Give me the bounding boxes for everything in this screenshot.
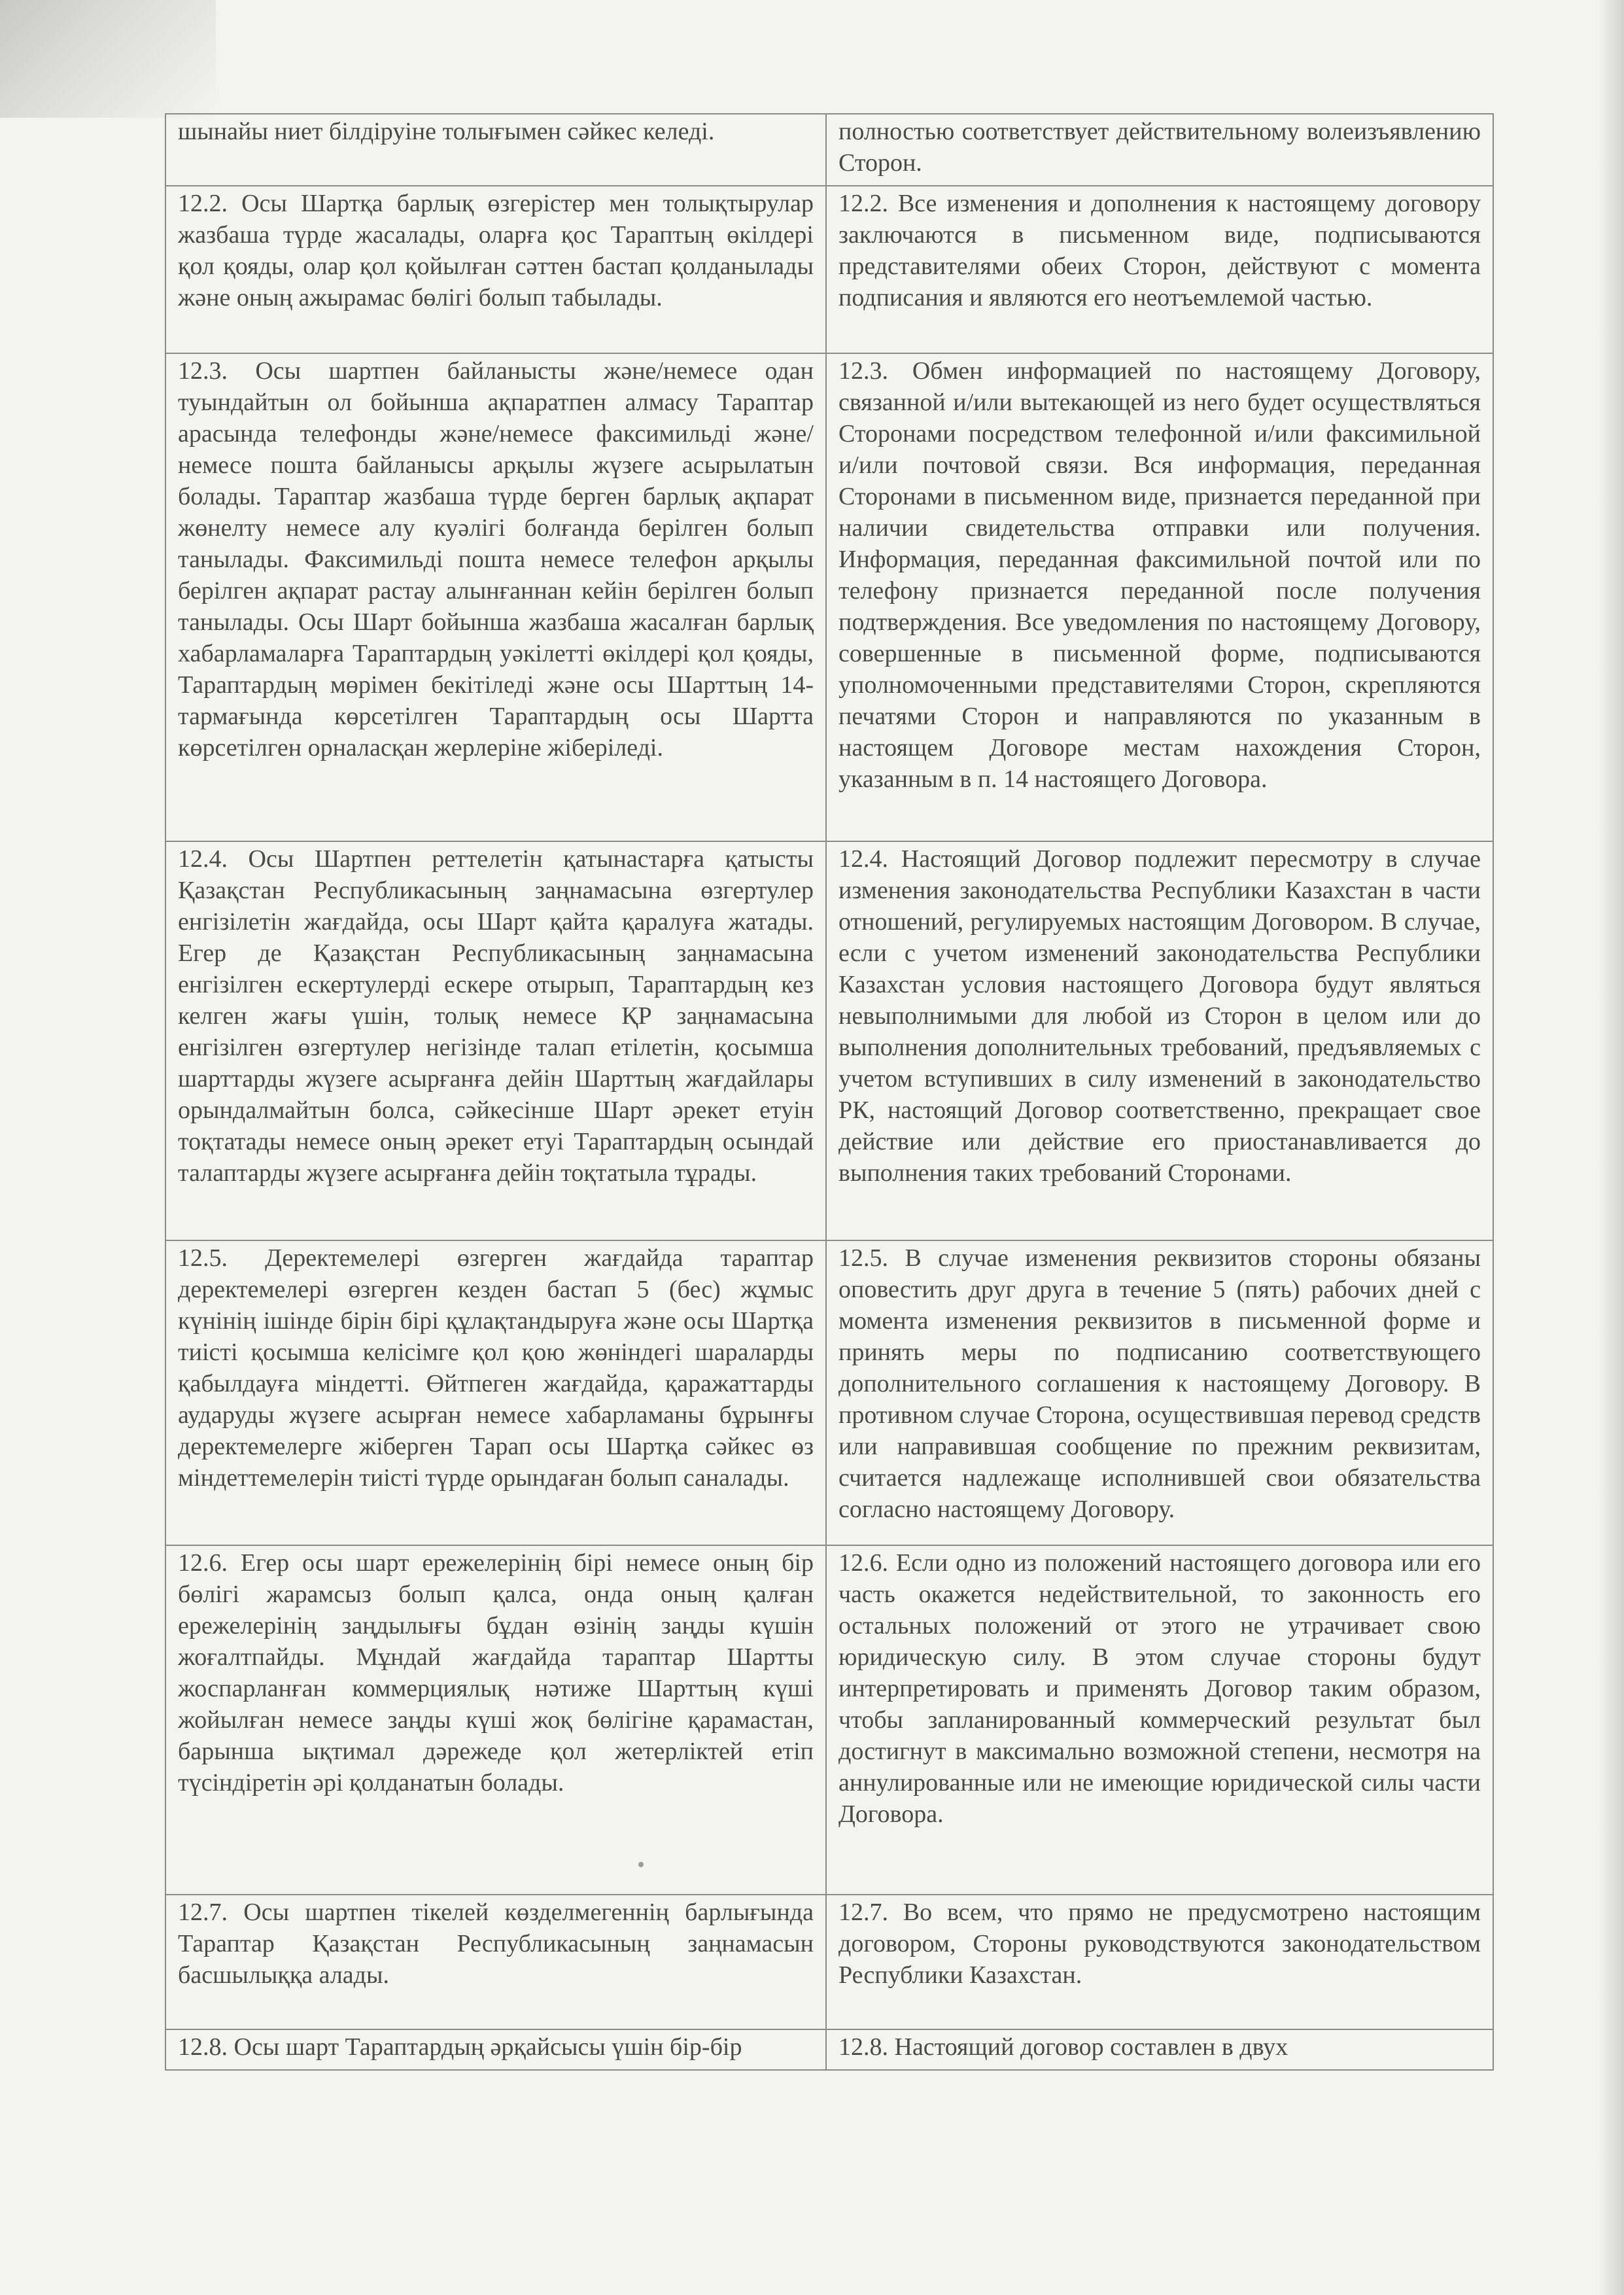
russian-text: полностью соответствует действительному волеизъявлению Сторон. — [826, 114, 1493, 186]
russian-text: 12.6. Если одно из положений настоящего договора или его часть окажется недействительной, то законность его остальных положений от этого не утрачивает свою юридическую силу. В этом случае стороны будут интерпретировать и применять Договор таким образом, чтобы запланированный коммерческий результат был достигнут в максимально возможной степени, несмотря на аннулированные или не имеющие юридической силы части Договора. — [826, 1545, 1493, 1895]
kazakh-text: 12.7. Осы шартпен тікелей көзделмегеннің барлығында Тараптар Қазақстан Республикасының заңнамасын басшылыққа алады. — [165, 1895, 826, 2029]
contract-row-12-6 — [165, 1545, 1493, 1895]
russian-text: 12.7. Во всем, что прямо не предусмотрено настоящим договором, Стороны руководствуются законодательством Республики Казахстан. — [826, 1895, 1493, 2029]
kazakh-text: 12.6. Егер осы шарт ережелерінің бірі немесе оның бір бөлігі жарамсыз болып қалса, онда оның қалған ережелерінің заңдылығы бұдан өзінің заңды күшін жоғалтпайды. Мұндай жағдайда тараптар Шартты жоспарланған коммерциялық нәтиже Шарттың күші жойылған немесе заңды күші жоқ бөлігіне қарамастан, барынша ықтимал дәрежеде қол жетерліктей етіп түсіндіретін әрі қолданатын болады. — [165, 1545, 826, 1895]
kazakh-text: 12.3. Осы шартпен байланысты және/немесе одан туындайтын ол бойынша ақпаратпен алмасу Тараптар арасында телефонды және/немесе факсимильді және/немесе пошта байланысы арқылы жүзеге асырылатын болады. Тараптар жазбаша түрде берген барлық ақпарат жөнелту немесе алу куәлігі болғанда берілген болып танылады. Факсимильді пошта немесе телефон арқылы берілген ақпарат растау алынғаннан кейін берілген болып танылады. Осы Шарт бойынша жазбаша жасалған барлық хабарламаларға Тараптардың уәкілетті өкілдері қол қояды, Тараптардың мөрімен бекітіледі және осы Шарттың 14-тармағында көрсетілген Тараптардың осы Шартта көрсетілген орналасқан жерлеріне жіберіледі. — [165, 353, 826, 841]
russian-text: 12.5. В случае изменения реквизитов стороны обязаны оповестить друг друга в течение 5 (пять) рабочих дней с момента изменения реквизитов в письменной форме и принять меры по подписанию соответствующего дополнительного соглашения к настоящему Договору. В противном случае Сторона, осуществившая перевод средств или направившая сообщение по прежним реквизитам, считается надлежаще исполнившей свои обязательства согласно настоящему Договору. — [826, 1240, 1493, 1545]
contract-row-12-4 — [165, 841, 1493, 1240]
contract-row-12-3 — [165, 353, 1493, 841]
kazakh-text: 12.2. Осы Шартқа барлық өзгерістер мен толықтырулар жазбаша түрде жасалады, оларға қос Тараптың өкілдері қол қояды, олар қол қойылған сәттен бастап қолданылады және оның ажырамас бөлігі болып табылады. — [165, 186, 826, 353]
russian-text: 12.3. Обмен информацией по настоящему Договору, связанной и/или вытекающей из него будет осуществляться Сторонами посредством телефонной и/или факсимильной и/или почтовой связи. Вся информация, переданная Сторонами в письменном виде, признается переданной при наличии свидетельства отправки или получения. Информация, переданная факсимильной почтой или по телефону признается переданной после получения подтверждения. Все уведомления по настоящему Договору, совершенные в письменной форме, подписываются уполномоченными представителями Сторон, скрепляются печатями Сторон и направляются по указанным в настоящем Договоре местам нахождения Сторон, указанным в п. 14 настоящего Договора. — [826, 353, 1493, 841]
kazakh-text: 12.5. Деректемелері өзгерген жағдайда тараптар деректемелері өзгерген кезден бастап 5 (бес) жұмыс күнінің ішінде бірін бірі құлақтандыруға және осы Шартқа тиісті қосымша келісімге қол қою жөніндегі шараларды қабылдауға міндетті. Өйтпеген жағдайда, қаражаттарды аударуды жүзеге асырған немесе хабарламаны бұрынғы деректемелерге жіберген Тарап осы Шартқа сәйкес өз міндеттемелерін тиісті түрде орындаған болып саналады. — [165, 1240, 826, 1545]
scan-dot-mark — [638, 1862, 644, 1867]
russian-text: 12.2. Все изменения и дополнения к настоящему договору заключаются в письменном виде, подписываются представителями обеих Сторон, действуют с момента подписания и являются его неотъемлемой частью. — [826, 186, 1493, 353]
contract-row-12-5 — [165, 1240, 1493, 1545]
contract-row-12-7 — [165, 1895, 1493, 2029]
scan-shadow-corner — [0, 0, 216, 118]
scan-shadow-edge — [1598, 0, 1624, 2295]
kazakh-text: 12.8. Осы шарт Тараптардың әрқайсысы үшін бір-бір — [165, 2029, 826, 2070]
russian-text: 12.4. Настоящий Договор подлежит пересмотру в случае изменения законодательства Республики Казахстан в части отношений, регулируемых настоящим Договором. В случае, если с учетом изменений законодательства Республики Казахстан условия настоящего Договора будут являться невыполнимыми для любой из Сторон в целом или до выполнения дополнительных требований, предъявляемых с учетом вступивших в силу изменений в законодательство РК, настоящий Договор соответственно, прекращает свое действие или действие его приостанавливается до выполнения таких требований Сторонами. — [826, 841, 1493, 1240]
russian-text: 12.8. Настоящий договор составлен в двух — [826, 2029, 1493, 2070]
kazakh-text: 12.4. Осы Шартпен реттелетін қатынастарға қатысты Қазақстан Республикасының заңнамасына өзгертулер енгізілетін жағдайда, осы Шарт қайта қаралуға жатады. Егер де Қазақстан Республикасының заңнамасына енгізілген ескертулерді ескере отырып, Тараптардың кез келген жағы үшін, толық немесе ҚР заңнамасына енгізілген өзгертулер негізінде талап етілетін, қосымша шарттарды жүзеге асырғанға дейін Шарттың жағдайлары орындалмайтын болса, сәйкесінше Шарт әрекет етуін тоқтатады немесе оның әрекет етуі Тараптардың осындай талаптарды жүзеге асырғанға дейін тоқтатыла тұрады. — [165, 841, 826, 1240]
contract-row-12-8 — [165, 2029, 1493, 2070]
kazakh-text: шынайы ниет білдіруіне толығымен сәйкес келеді. — [165, 114, 826, 186]
bilingual-contract-table — [165, 113, 1494, 2071]
contract-row-12-1-continued — [165, 114, 1493, 186]
contract-row-12-2 — [165, 186, 1493, 353]
